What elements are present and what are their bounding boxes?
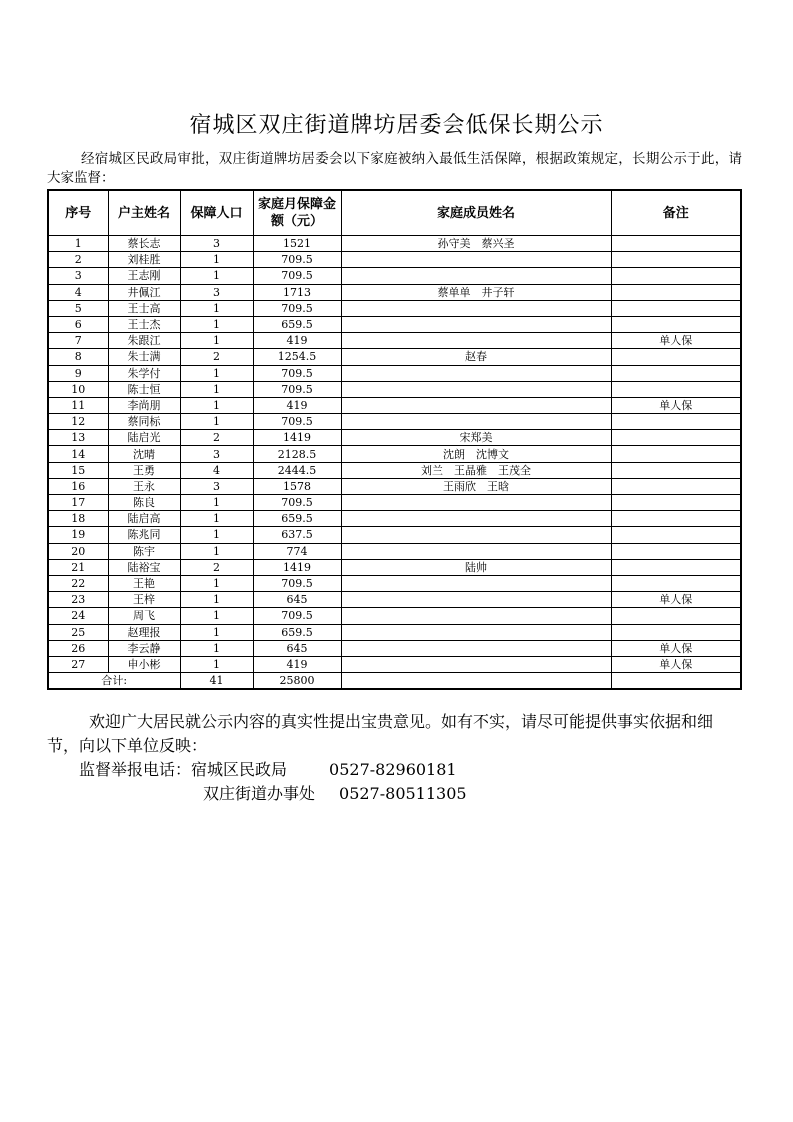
cell-amount: 709.5 <box>253 365 341 381</box>
table-row <box>48 478 741 494</box>
cell-head-name: 蔡同标 <box>108 414 180 430</box>
total-amount: 25800 <box>253 673 341 690</box>
cell-members <box>341 495 611 511</box>
phone-number-1: 0527-82960181 <box>329 760 457 779</box>
cell-head-name: 陈兆同 <box>108 527 180 543</box>
cell-amount: 709.5 <box>253 268 341 284</box>
cell-amount: 1254.5 <box>253 349 341 365</box>
page-title: 宿城区双庄街道牌坊居委会低保长期公示 <box>189 113 604 138</box>
cell-members <box>341 575 611 591</box>
cell-members <box>341 316 611 332</box>
table-row <box>48 397 741 413</box>
table-row <box>48 511 741 527</box>
cell-members <box>341 414 611 430</box>
cell-number: 5 <box>48 300 108 316</box>
org-name-2: 双庄街道办事处 <box>203 784 316 803</box>
table-body <box>48 236 741 690</box>
cell-head-name: 陆启光 <box>108 430 180 446</box>
cell-number: 16 <box>48 478 108 494</box>
cell-members <box>341 624 611 640</box>
cell-people: 1 <box>180 624 253 640</box>
cell-amount: 1419 <box>253 430 341 446</box>
cell-note <box>611 575 741 591</box>
cell-number: 26 <box>48 640 108 656</box>
cell-members <box>341 511 611 527</box>
cell-people: 2 <box>180 559 253 575</box>
cell-head-name: 李尚朋 <box>108 397 180 413</box>
cell-note <box>611 268 741 284</box>
cell-note <box>611 478 741 494</box>
cell-number: 1 <box>48 236 108 252</box>
cell-note <box>611 462 741 478</box>
cell-amount: 419 <box>253 397 341 413</box>
cell-people: 2 <box>180 349 253 365</box>
subsidy-table <box>47 189 742 690</box>
cell-amount: 709.5 <box>253 575 341 591</box>
cell-note <box>611 381 741 397</box>
cell-note <box>611 252 741 268</box>
cell-number: 8 <box>48 349 108 365</box>
cell-amount: 709.5 <box>253 300 341 316</box>
table-row <box>48 284 741 300</box>
cell-note: 单人保 <box>611 656 741 672</box>
cell-people: 1 <box>180 333 253 349</box>
cell-amount: 419 <box>253 656 341 672</box>
cell-head-name: 刘桂胜 <box>108 252 180 268</box>
cell-number: 24 <box>48 608 108 624</box>
table-row <box>48 527 741 543</box>
cell-people: 1 <box>180 300 253 316</box>
table-row <box>48 349 741 365</box>
cell-head-name: 朱士满 <box>108 349 180 365</box>
cell-note <box>611 511 741 527</box>
cell-number: 18 <box>48 511 108 527</box>
cell-number: 14 <box>48 446 108 462</box>
cell-people: 2 <box>180 430 253 446</box>
cell-number: 25 <box>48 624 108 640</box>
cell-note <box>611 543 741 559</box>
cell-amount: 1713 <box>253 284 341 300</box>
cell-note <box>611 446 741 462</box>
cell-number: 2 <box>48 252 108 268</box>
cell-number: 12 <box>48 414 108 430</box>
cell-people: 1 <box>180 575 253 591</box>
cell-amount: 659.5 <box>253 511 341 527</box>
table-row <box>48 624 741 640</box>
cell-number: 4 <box>48 284 108 300</box>
cell-people: 3 <box>180 284 253 300</box>
cell-members: 王雨欣 王晗 <box>341 478 611 494</box>
cell-amount: 645 <box>253 592 341 608</box>
cell-members <box>341 381 611 397</box>
cell-number: 17 <box>48 495 108 511</box>
cell-number: 10 <box>48 381 108 397</box>
cell-note: 单人保 <box>611 592 741 608</box>
cell-note <box>611 624 741 640</box>
cell-members <box>341 300 611 316</box>
cell-amount: 709.5 <box>253 381 341 397</box>
cell-number: 20 <box>48 543 108 559</box>
total-row <box>48 673 741 690</box>
cell-note <box>611 316 741 332</box>
cell-amount: 709.5 <box>253 252 341 268</box>
cell-people: 1 <box>180 365 253 381</box>
phone-label: 监督举报电话： <box>79 760 192 779</box>
table-row <box>48 559 741 575</box>
table-row <box>48 365 741 381</box>
cell-people: 3 <box>180 478 253 494</box>
cell-head-name: 陈宇 <box>108 543 180 559</box>
cell-number: 13 <box>48 430 108 446</box>
cell-note: 单人保 <box>611 397 741 413</box>
cell-members: 赵春 <box>341 349 611 365</box>
cell-note <box>611 365 741 381</box>
cell-number: 11 <box>48 397 108 413</box>
header-amount: 家庭月保障金额（元） <box>253 190 341 236</box>
cell-note: 单人保 <box>611 333 741 349</box>
cell-people: 1 <box>180 640 253 656</box>
cell-members <box>341 543 611 559</box>
cell-head-name: 朱跟江 <box>108 333 180 349</box>
cell-amount: 419 <box>253 333 341 349</box>
cell-members: 刘兰 王晶雅 王茂全 <box>341 462 611 478</box>
cell-head-name: 王艳 <box>108 575 180 591</box>
total-note-empty <box>611 673 741 690</box>
cell-people: 4 <box>180 462 253 478</box>
cell-members <box>341 365 611 381</box>
cell-head-name: 沈晴 <box>108 446 180 462</box>
cell-amount: 2128.5 <box>253 446 341 462</box>
header-members: 家庭成员姓名 <box>341 190 611 236</box>
footer-notice <box>47 710 740 806</box>
table-row <box>48 316 741 332</box>
footer-line: 欢迎广大居民就公示内容的真实性提出宝贵意见。如有不实，请尽可能提供事实依据和细节，向以下单位反映： <box>47 712 714 755</box>
table-row <box>48 446 741 462</box>
total-label: 合计: <box>48 673 180 690</box>
cell-note <box>611 300 741 316</box>
cell-members: 宋郑美 <box>341 430 611 446</box>
cell-amount: 637.5 <box>253 527 341 543</box>
cell-people: 1 <box>180 268 253 284</box>
cell-members <box>341 640 611 656</box>
cell-amount: 709.5 <box>253 495 341 511</box>
total-people: 41 <box>180 673 253 690</box>
cell-people: 1 <box>180 252 253 268</box>
cell-number: 19 <box>48 527 108 543</box>
cell-number: 27 <box>48 656 108 672</box>
cell-note <box>611 430 741 446</box>
cell-note <box>611 414 741 430</box>
header-number: 序号 <box>48 190 108 236</box>
cell-number: 9 <box>48 365 108 381</box>
cell-members <box>341 397 611 413</box>
cell-members <box>341 252 611 268</box>
table-header-row <box>48 190 741 236</box>
cell-note <box>611 284 741 300</box>
cell-number: 6 <box>48 316 108 332</box>
cell-people: 3 <box>180 446 253 462</box>
cell-number: 15 <box>48 462 108 478</box>
cell-amount: 709.5 <box>253 414 341 430</box>
total-members-empty <box>341 673 611 690</box>
cell-number: 21 <box>48 559 108 575</box>
cell-head-name: 陈良 <box>108 495 180 511</box>
cell-head-name: 王梓 <box>108 592 180 608</box>
cell-head-name: 王永 <box>108 478 180 494</box>
cell-amount: 709.5 <box>253 608 341 624</box>
cell-amount: 1578 <box>253 478 341 494</box>
cell-people: 1 <box>180 527 253 543</box>
cell-note: 单人保 <box>611 640 741 656</box>
cell-amount: 774 <box>253 543 341 559</box>
cell-number: 7 <box>48 333 108 349</box>
table-row <box>48 640 741 656</box>
table-row <box>48 495 741 511</box>
table-row <box>48 414 741 430</box>
cell-amount: 645 <box>253 640 341 656</box>
cell-head-name: 朱学付 <box>108 365 180 381</box>
table-row <box>48 381 741 397</box>
cell-head-name: 陈士恒 <box>108 381 180 397</box>
table-row <box>48 608 741 624</box>
cell-people: 1 <box>180 495 253 511</box>
cell-people: 3 <box>180 236 253 252</box>
cell-members: 孙守美 蔡兴圣 <box>341 236 611 252</box>
cell-members <box>341 608 611 624</box>
cell-head-name: 申小彬 <box>108 656 180 672</box>
cell-head-name: 李云静 <box>108 640 180 656</box>
table-row <box>48 252 741 268</box>
cell-people: 1 <box>180 381 253 397</box>
cell-head-name: 井佩江 <box>108 284 180 300</box>
cell-note <box>611 559 741 575</box>
table-row <box>48 543 741 559</box>
table-row <box>48 575 741 591</box>
cell-people: 1 <box>180 608 253 624</box>
cell-number: 22 <box>48 575 108 591</box>
cell-people: 1 <box>180 656 253 672</box>
header-people: 保障人口 <box>180 190 253 236</box>
cell-members <box>341 333 611 349</box>
table-row <box>48 236 741 252</box>
header-note: 备注 <box>611 190 741 236</box>
cell-note <box>611 236 741 252</box>
table-row <box>48 333 741 349</box>
cell-amount: 659.5 <box>253 316 341 332</box>
cell-note <box>611 349 741 365</box>
table-row <box>48 592 741 608</box>
cell-head-name: 陆裕宝 <box>108 559 180 575</box>
cell-amount: 2444.5 <box>253 462 341 478</box>
cell-people: 1 <box>180 543 253 559</box>
cell-note <box>611 495 741 511</box>
phone-line-2 <box>47 782 740 806</box>
header-head-name: 户主姓名 <box>108 190 180 236</box>
cell-people: 1 <box>180 316 253 332</box>
cell-number: 23 <box>48 592 108 608</box>
cell-members <box>341 527 611 543</box>
cell-members: 蔡单单 井子轩 <box>341 284 611 300</box>
cell-head-name: 王勇 <box>108 462 180 478</box>
cell-people: 1 <box>180 592 253 608</box>
table-row <box>48 268 741 284</box>
table-row <box>48 300 741 316</box>
intro-paragraph: 经宿城区民政局审批，双庄街道牌坊居委会以下家庭被纳入最低生活保障，根据政策规定，长期公示于此，请大家监督： <box>47 151 742 186</box>
cell-members <box>341 656 611 672</box>
cell-head-name: 王士杰 <box>108 316 180 332</box>
cell-people: 1 <box>180 397 253 413</box>
table-row <box>48 430 741 446</box>
cell-members: 陆帅 <box>341 559 611 575</box>
cell-people: 1 <box>180 511 253 527</box>
table-row <box>48 656 741 672</box>
cell-head-name: 王志刚 <box>108 268 180 284</box>
cell-note <box>611 608 741 624</box>
cell-head-name: 赵理报 <box>108 624 180 640</box>
table-row <box>48 462 741 478</box>
cell-people: 1 <box>180 414 253 430</box>
cell-head-name: 陆启高 <box>108 511 180 527</box>
cell-amount: 1419 <box>253 559 341 575</box>
cell-head-name: 王士高 <box>108 300 180 316</box>
cell-note <box>611 527 741 543</box>
cell-members <box>341 592 611 608</box>
cell-head-name: 蔡长志 <box>108 236 180 252</box>
cell-head-name: 周飞 <box>108 608 180 624</box>
phone-number-2: 0527-80511305 <box>339 784 467 803</box>
cell-number: 3 <box>48 268 108 284</box>
cell-amount: 1521 <box>253 236 341 252</box>
org-name-1: 宿城区民政局 <box>191 760 288 779</box>
cell-members <box>341 268 611 284</box>
cell-amount: 659.5 <box>253 624 341 640</box>
phone-line-1 <box>47 758 740 782</box>
cell-members: 沈朗 沈博文 <box>341 446 611 462</box>
